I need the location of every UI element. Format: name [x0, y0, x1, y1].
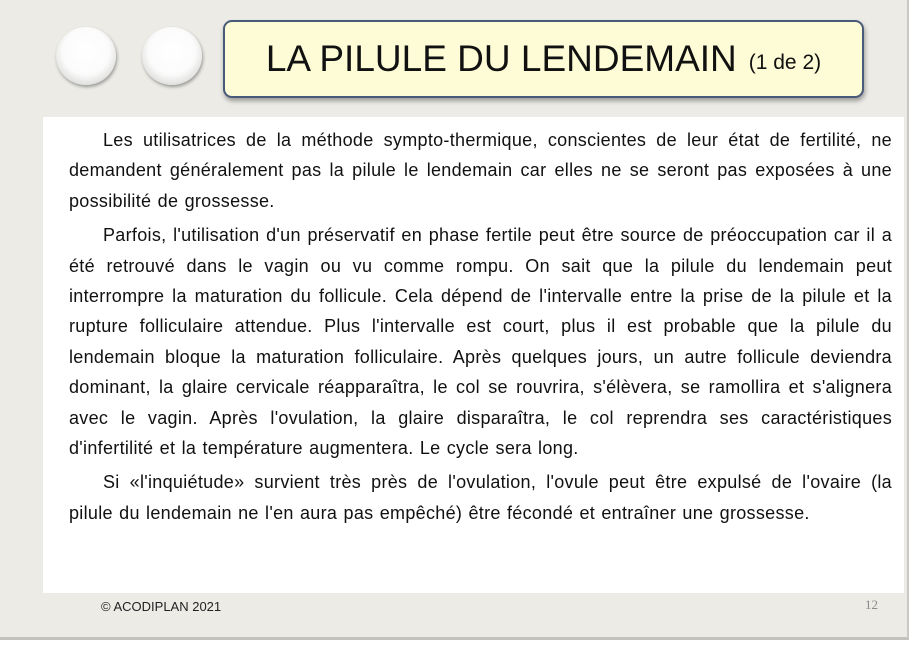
pill-icon	[56, 27, 116, 85]
text-panel	[43, 117, 904, 593]
copyright-notice: © ACODIPLAN 2021	[101, 599, 222, 614]
title-box	[223, 20, 864, 98]
paragraph-2: Parfois, l'utilisation d'un préservatif en phase fertile peut être source de préoccupation car il a été retrouvé dans le vagin ou vu comme rompu. On sait que la pilule du lendemain peut interrompre la maturation du follicule. Cela dépend de l'intervalle entre la prise de la pilule et la rupture folliculaire attendue. Plus l'intervalle est court, plus il est probable que la pilule du lendemain bloque la maturation folliculaire. Après quelques jours, un autre follicule deviendra dominant, la glaire cervicale réapparaîtra, le col se rouvrira, s'élèvera, se ramollira et s'alignera avec le vagin. Après l'ovulation, la glaire disparaîtra, le col reprendra ses caractéristiques d'infertilité et la température augmentera. Le cycle sera long.	[69, 225, 892, 459]
paragraph-1: Les utilisatrices de la méthode sympto-thermique, conscientes de leur état de fertilité, ne demandent généralement pas la pilule le lendemain car elles ne se seront pas exposées à une possibilité de grossesse.	[69, 130, 892, 211]
page-number: 12	[865, 597, 878, 612]
slide-title: LA PILULE DU LENDEMAIN	[265, 38, 737, 79]
pill-icon	[142, 27, 202, 85]
slide-title-part: (1 de 2)	[748, 51, 822, 74]
paragraph-3: Si «l'inquiétude» survient très près de l'ovulation, l'ovule peut être expulsé de l'ovaire (la pilule du lendemain ne l'en aura pas empêché) être fécondé et entraîner une grossesse.	[69, 472, 892, 523]
